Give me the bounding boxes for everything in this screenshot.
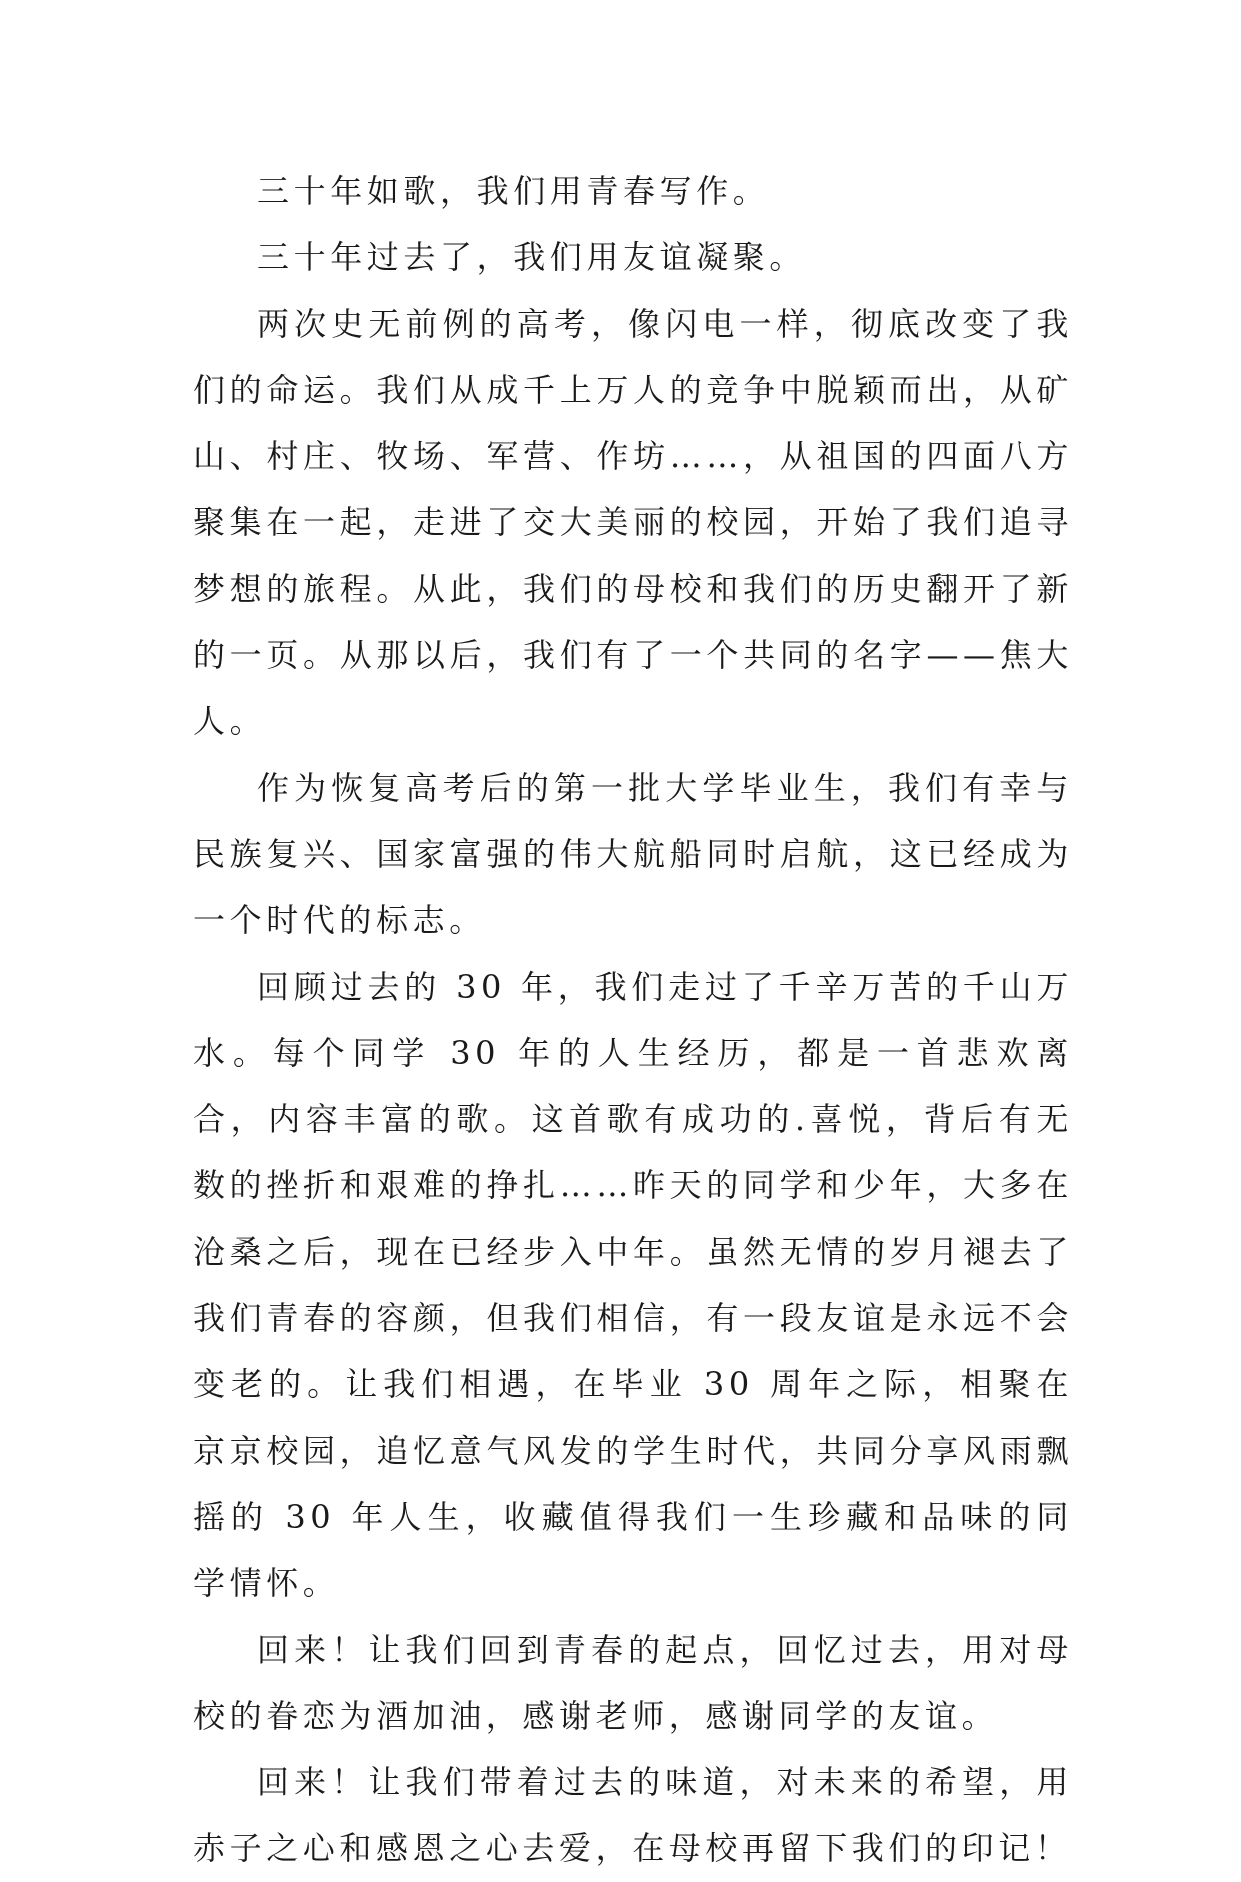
paragraph-4: 作为恢复高考后的第一批大学毕业生，我们有幸与民族复兴、国家富强的伟大航船同时启航，这已经成为一个时代的标志。 (193, 768, 1073, 940)
paragraph-1: 三十年如歌，我们用青春写作。 (257, 172, 770, 210)
paragraph-6: 回来！让我们回到青春的起点，回忆过去，用对母校的眷恋为酒加油，感谢老师，感谢同学的友谊。 (193, 1630, 1073, 1735)
paragraph-2: 三十年过去了，我们用友谊凝聚。 (257, 238, 807, 277)
document-body (193, 158, 1073, 1882)
paragraph-5: 回顾过去的 30 年，我们走过了千辛万苦的千山万水。每个同学 30 年的人生经历，都是一首悲欢离合，内容丰富的歌。这首歌有成功的.喜悦，背后有无数的挫折和艰难的挣扎……昨天的同学和少年，大多在沧桑之后，现在已经步入中年。虽然无情的岁月褪去了我们青春的容颜，但我们相信，有一段友谊是永远不会变老的。让我们相遇，在毕业 30 周年之际，相聚在京京校园，追忆意气风发的学生时代，共同分享风雨飘摇的 30 年人生，收藏值得我们一生珍藏和品味的同学情怀。 (193, 967, 1073, 1603)
paragraph-7: 回来！让我们带着过去的味道，对未来的希望，用赤子之心和感恩之心去爱，在母校再留下我们的印记！ (193, 1763, 1073, 1868)
paragraph-3: 两次史无前例的高考，像闪电一样，彻底改变了我们的命运。我们从成千上万人的竞争中脱颖而出，从矿山、村庄、牧场、军营、作坊……，从祖国的四面八方聚集在一起，走进了交大美丽的校园，开始了我们追寻梦想的旅程。从此，我们的母校和我们的历史翻开了新的一页。从那以后，我们有了一个共同的名字——焦大人。 (193, 304, 1073, 741)
